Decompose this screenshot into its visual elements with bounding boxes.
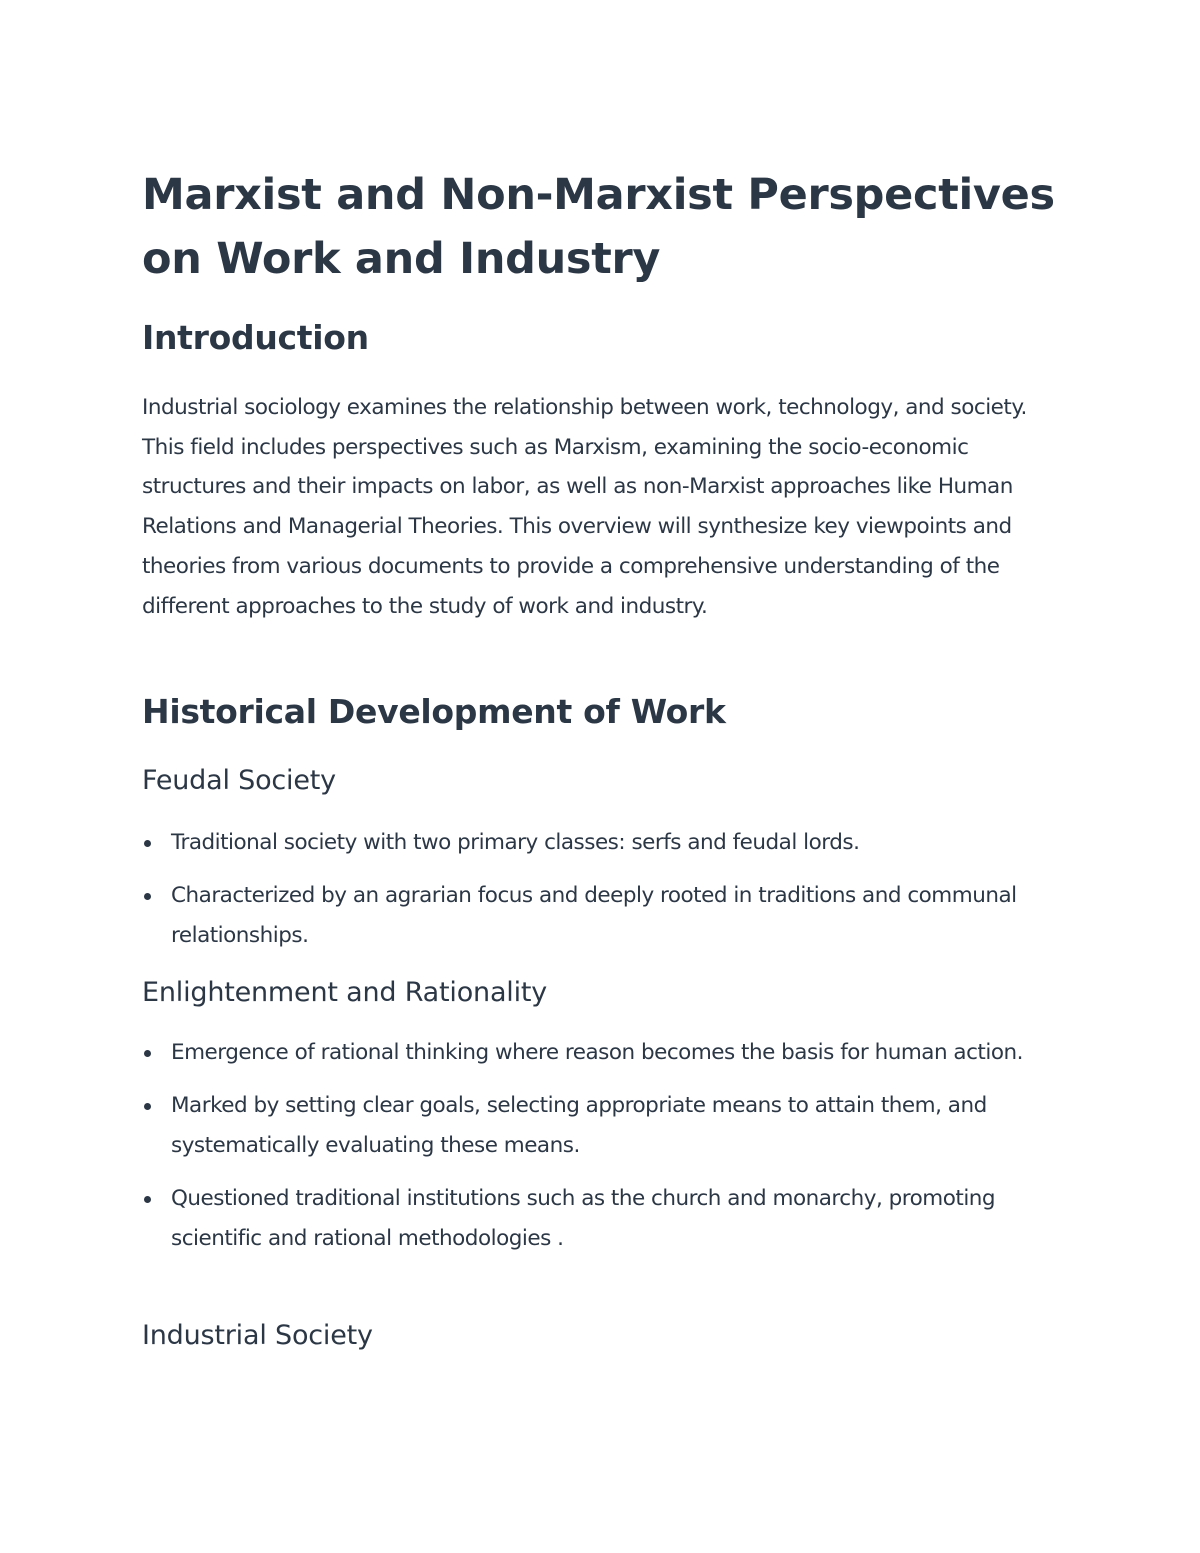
enlightenment-heading: Enlightenment and Rationality	[142, 977, 548, 1008]
industrial-society-heading: Industrial Society	[142, 1320, 373, 1351]
list-item	[142, 876, 1062, 956]
list-item-text: Questioned traditional institutions such as the church and monarchy, promoting scientific and rational methodologies .	[171, 1186, 996, 1251]
bullet-icon	[144, 1103, 151, 1110]
list-item-text: Emergence of rational thinking where reason becomes the basis for human action.	[171, 1040, 1023, 1065]
feudal-society-heading: Feudal Society	[142, 765, 336, 796]
list-item	[142, 823, 1062, 863]
list-item-text: Marked by setting clear goals, selecting appropriate means to attain them, and systematically evaluating these means.	[171, 1093, 987, 1158]
feudal-society-list	[142, 823, 1062, 956]
document-title: Marxist and Non-Marxist Perspectives on Work and Industry	[142, 170, 1055, 284]
historical-development-heading: Historical Development of Work	[142, 692, 726, 731]
list-item	[142, 1179, 1062, 1259]
enlightenment-list	[142, 1033, 1062, 1259]
list-item	[142, 1033, 1062, 1073]
list-item	[142, 1086, 1062, 1166]
list-item-text: Characterized by an agrarian focus and deeply rooted in traditions and communal relationships.	[171, 883, 1017, 948]
list-item-text: Traditional society with two primary classes: serfs and feudal lords.	[171, 830, 860, 855]
bullet-icon	[144, 893, 151, 900]
introduction-heading: Introduction	[142, 318, 369, 357]
bullet-icon	[144, 1050, 151, 1057]
bullet-icon	[144, 840, 151, 847]
bullet-icon	[144, 1196, 151, 1203]
introduction-paragraph: Industrial sociology examines the relationship between work, technology, and society. This field includes perspectives such as Marxism, examining the socio-economic structures and their impacts on labor, as well as non-Marxist approaches like Human Relations and Managerial Theories. This overview will synthesize key viewpoints and theories from various documents to provide a comprehensive understanding of the different approaches to the study of work and industry.	[142, 395, 1027, 619]
